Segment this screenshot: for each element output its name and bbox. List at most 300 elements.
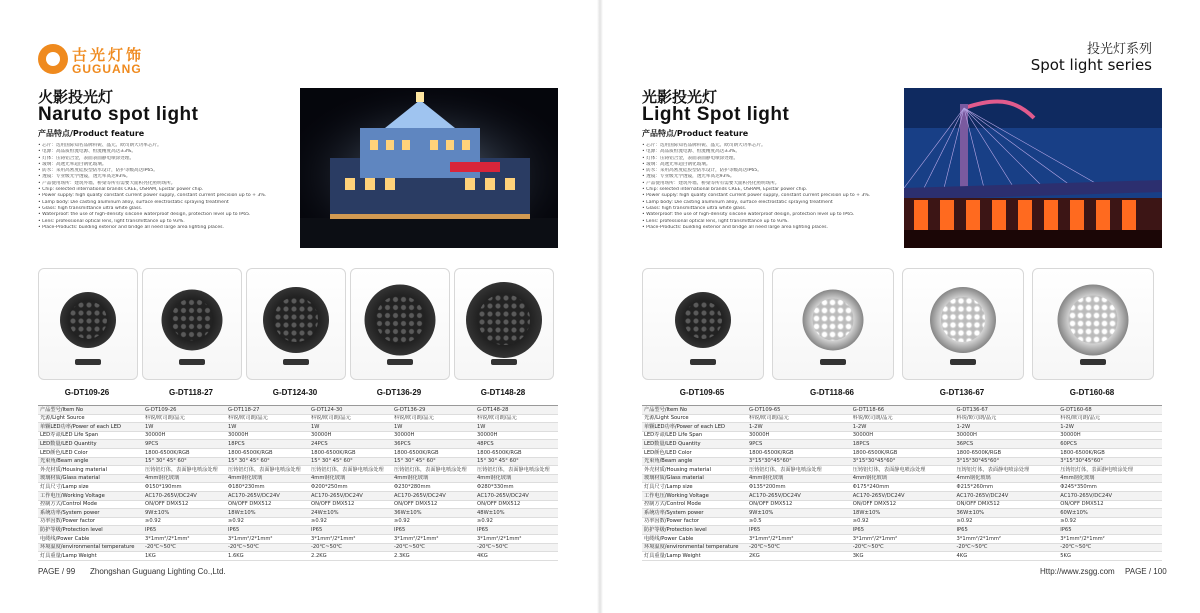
feature-item: • 芯片：选用国际知名品牌科锐、晶元、欧司朗大功率芯片。 xyxy=(642,143,766,148)
spotlight-image xyxy=(263,287,329,353)
spec-label: 玻璃材质/Glass material xyxy=(642,474,747,483)
spec-value: IP65 xyxy=(226,526,309,535)
spec-value: 2.2KG xyxy=(309,552,392,561)
spec-value: 科锐/欧司朗/晶元 xyxy=(955,414,1059,423)
spec-value: 36W±10% xyxy=(392,509,475,518)
spec-value: 3*1mm²/2*1mm² xyxy=(309,534,392,543)
spec-value: 压铸铝灯体，表面静电喷涂处理 xyxy=(1058,466,1162,475)
spec-value: ≥0.92 xyxy=(309,517,392,526)
spec-label: 玻璃材质/Glass material xyxy=(38,474,143,483)
page-number: PAGE / 99 xyxy=(38,567,76,576)
spec-label: LED颜色/LED Color xyxy=(642,448,747,457)
spec-label: 单颗LED功率/Power of each LED xyxy=(38,423,143,432)
spec-row xyxy=(38,543,558,552)
spec-row xyxy=(642,457,1162,466)
spec-value: ON/OFF DMX512 xyxy=(143,500,226,509)
spec-value: ≥0.92 xyxy=(1058,517,1162,526)
product-photo-card xyxy=(350,268,450,380)
spec-value: 1.6KG xyxy=(226,552,309,561)
spec-row xyxy=(38,414,558,423)
spec-row xyxy=(38,457,558,466)
spec-value: G-DT148-28 xyxy=(475,406,558,415)
model-label: G-DT109-65 xyxy=(679,388,725,397)
website-url: Http://www.zsgg.com xyxy=(1040,567,1115,576)
spec-value: G-DT160-68 xyxy=(1058,406,1162,415)
spec-value: 30000H xyxy=(143,431,226,440)
spec-label: 功率因数/Power factor xyxy=(38,517,143,526)
spec-value: ≥0.92 xyxy=(392,517,475,526)
spec-row xyxy=(38,534,558,543)
spec-value: 1W xyxy=(392,423,475,432)
spec-value: 36W±10% xyxy=(955,509,1059,518)
spec-value: 1800-6500K/RGB xyxy=(1058,448,1162,457)
spec-value: IP65 xyxy=(955,526,1059,535)
spec-label: 光源/Light Source xyxy=(38,414,143,423)
spec-value: Φ280*330mm xyxy=(475,483,558,492)
spec-label: 防护等级/Protection level xyxy=(38,526,143,535)
spotlight-image xyxy=(930,287,996,353)
night-building-illustration xyxy=(300,88,558,248)
product-photo-card xyxy=(38,268,138,380)
mounting-bracket-icon xyxy=(690,359,716,365)
spec-label: 光束角/Beam angle xyxy=(642,457,747,466)
spec-value: 60W±10% xyxy=(1058,509,1162,518)
spec-row xyxy=(642,406,1162,415)
model-label: G-DT124-30 xyxy=(272,388,318,397)
spec-value: Φ245*350mm xyxy=(1058,483,1162,492)
spec-value: 压铸铝灯体，表面静电喷涂处理 xyxy=(309,466,392,475)
spec-value: ON/OFF DMX512 xyxy=(309,500,392,509)
led-array-icon xyxy=(376,295,424,343)
spec-value: G-DT118-66 xyxy=(851,406,955,415)
mounting-bracket-icon xyxy=(387,359,413,365)
spec-label: 光束角/Beam angle xyxy=(38,457,143,466)
feature-title: 产品特点/Product feature xyxy=(38,129,145,138)
spec-value: ≥0.92 xyxy=(143,517,226,526)
spec-row xyxy=(38,500,558,509)
spec-value: 压铸铝灯体，表面静电喷涂处理 xyxy=(143,466,226,475)
spec-value: 4KG xyxy=(955,552,1059,561)
spec-value: 15° 30° 45° 60° xyxy=(475,457,558,466)
spec-value: 压铸铝灯体，表面静电喷涂处理 xyxy=(475,466,558,475)
night-building-photo xyxy=(300,88,558,248)
spec-value: 1800-6500K/RGB xyxy=(392,448,475,457)
spec-value: ≥0.92 xyxy=(851,517,955,526)
spec-value: Φ230*280mm xyxy=(392,483,475,492)
feature-item: • 产品使用场所：建筑外墙、桥梁等所有需要大面积亮化照明场所。 xyxy=(642,180,780,186)
spec-value: 3*1mm²/2*1mm² xyxy=(475,534,558,543)
model-label: G-DT148-28 xyxy=(480,388,526,397)
spec-value: 3*1mm²/2*1mm² xyxy=(747,534,851,543)
spec-value: ≥0.92 xyxy=(955,517,1059,526)
spec-value: 4mm钢化玻璃 xyxy=(475,474,558,483)
spec-row xyxy=(38,431,558,440)
spec-value: AC170-265V/DC24V xyxy=(1058,491,1162,500)
spec-label: 外壳材质/Housing material xyxy=(642,466,747,475)
spec-value: 1800-6500K/RGB xyxy=(226,448,309,457)
spec-value: 1-2W xyxy=(747,423,851,432)
mounting-bracket-icon xyxy=(491,359,517,365)
feature-list xyxy=(38,143,300,231)
feature-title: 产品特点/Product feature xyxy=(642,129,749,138)
spec-value: -20℃~50℃ xyxy=(747,543,851,552)
feature-list xyxy=(642,143,904,231)
spec-value: IP65 xyxy=(309,526,392,535)
spec-value: 1800-6500K/RGB xyxy=(143,448,226,457)
spec-row xyxy=(642,466,1162,475)
spec-value: 压铸铝灯体，表面静电喷涂处理 xyxy=(955,466,1059,475)
spec-value: G-DT109-26 xyxy=(143,406,226,415)
spec-value: 30000H xyxy=(392,431,475,440)
spec-value: ON/OFF DMX512 xyxy=(475,500,558,509)
spec-value: G-DT136-29 xyxy=(392,406,475,415)
spotlight-image xyxy=(162,289,223,350)
spec-value: 3KG xyxy=(851,552,955,561)
logo-ring-icon xyxy=(38,44,68,74)
spec-value: 4mm钢化玻璃 xyxy=(1058,474,1162,483)
spec-value: AC170-265V/DC24V xyxy=(143,491,226,500)
mounting-bracket-icon xyxy=(179,359,205,365)
spec-value: 3*1mm²/2*1mm² xyxy=(143,534,226,543)
spec-row xyxy=(642,483,1162,492)
spotlight-image xyxy=(466,282,542,358)
spec-value: G-DT118-27 xyxy=(226,406,309,415)
spec-value: 9W±10% xyxy=(143,509,226,518)
brand-logo xyxy=(38,44,158,78)
spec-label: LED寿命/LED Life Span xyxy=(642,431,747,440)
spec-row xyxy=(38,406,558,415)
feature-item: • Place-Products: building exterior and bridge all need large area lighting places. xyxy=(642,224,828,230)
spec-value: 3*1mm²/2*1mm² xyxy=(1058,534,1162,543)
led-array-icon xyxy=(941,297,986,342)
spec-value: ON/OFF DMX512 xyxy=(955,500,1059,509)
mounting-bracket-icon xyxy=(1080,359,1106,365)
spec-value: -20℃~50℃ xyxy=(1058,543,1162,552)
spec-value: 4KG xyxy=(475,552,558,561)
spec-value: 1-2W xyxy=(1058,423,1162,432)
spec-value: ≥0.92 xyxy=(475,517,558,526)
spec-label: 产品型号/Item No xyxy=(38,406,143,415)
spec-value: 科锐/欧司朗/晶元 xyxy=(1058,414,1162,423)
spec-value: 9PCS xyxy=(747,440,851,449)
spec-value: 科锐/欧司朗/晶元 xyxy=(392,414,475,423)
spec-value: 1800-6500K/RGB xyxy=(475,448,558,457)
feature-item: • Lens: professional optical lens, light transmittance up to 93%. xyxy=(38,218,185,224)
feature-item: • Chip: selected international brands CREE, OSRAM, Epistar power chip. xyxy=(642,187,808,193)
spec-value: 1W xyxy=(226,423,309,432)
product-title-cn: 光影投光灯 xyxy=(642,88,718,106)
spec-label: 外壳材质/Housing material xyxy=(38,466,143,475)
feature-item: • Glass: high transmittance ultra white glass. xyxy=(38,205,143,211)
spec-label: 系统功率/System power xyxy=(38,509,143,518)
feature-item: • 电源：高品质恒流电源、恒流精度高达±3%。 xyxy=(38,149,136,155)
spec-value: AC170-265V/DC24V xyxy=(475,491,558,500)
feature-item: • Chip: selected international brands CREE, OSRAM, Epistar power chip. xyxy=(38,187,204,193)
spec-row xyxy=(38,552,558,561)
mounting-bracket-icon xyxy=(75,359,101,365)
spec-value: AC170-265V/DC24V xyxy=(747,491,851,500)
spec-row xyxy=(38,466,558,475)
spec-value: G-DT124-30 xyxy=(309,406,392,415)
spec-row xyxy=(38,483,558,492)
spec-value: 1-2W xyxy=(955,423,1059,432)
spec-value: G-DT109-65 xyxy=(747,406,851,415)
spec-value: 3*1mm²/2*1mm² xyxy=(851,534,955,543)
spec-label: 电缆线/Power Cable xyxy=(38,534,143,543)
spec-value: 1-2W xyxy=(851,423,955,432)
product-title-cn: 火影投光灯 xyxy=(38,88,114,106)
feature-item: • Waterproof: the use of high-density silicone waterproof design, protection level up to IP65. xyxy=(38,212,251,218)
series-title-en: Spot light series xyxy=(1030,56,1152,74)
feature-item: • 芯片：选用国际知名品牌科锐、晶元、欧司朗大功率芯片。 xyxy=(38,143,162,148)
spec-label: 工作电压/Working Voltage xyxy=(38,491,143,500)
spec-label: 光源/Light Source xyxy=(642,414,747,423)
spec-value: 科锐/欧司朗/晶元 xyxy=(475,414,558,423)
spec-value: Φ180*230mm xyxy=(226,483,309,492)
spec-label: 产品型号/Item No xyxy=(642,406,747,415)
spec-value: 30000H xyxy=(309,431,392,440)
spec-value: 1800-6500K/RGB xyxy=(309,448,392,457)
spec-value: 3°15°30°45°60° xyxy=(747,457,851,466)
mounting-bracket-icon xyxy=(820,359,846,365)
spec-value: 2KG xyxy=(747,552,851,561)
spec-value: 5KG xyxy=(1058,552,1162,561)
spec-value: 科锐/欧司朗/晶元 xyxy=(143,414,226,423)
feature-item: • Power supply: high quality constant current power supply, constant current precision up to + 3%. xyxy=(642,193,871,199)
feature-item: • 玻璃：高透光率超白钢化玻璃。 xyxy=(38,161,107,167)
feature-item: • 防水：采用高密度硅胶型防水设计，防护等级高达IP65。 xyxy=(642,168,762,174)
spec-value: 1800-6500K/RGB xyxy=(851,448,955,457)
product-photo-card xyxy=(642,268,764,380)
spec-value: 48W±10% xyxy=(475,509,558,518)
spec-value: 30000H xyxy=(955,431,1059,440)
spec-value: 15° 30° 45° 60° xyxy=(226,457,309,466)
spec-value: 15° 30° 45° 60° xyxy=(309,457,392,466)
spotlight-image xyxy=(1058,284,1129,355)
product-photo-card xyxy=(246,268,346,380)
spec-label: 灯具尺寸/Lamp size xyxy=(38,483,143,492)
spec-value: 18PCS xyxy=(851,440,955,449)
spec-value: 压铸铝灯体，表面静电喷涂处理 xyxy=(392,466,475,475)
mounting-bracket-icon xyxy=(283,359,309,365)
spec-value: 30000H xyxy=(747,431,851,440)
spec-value: 3*1mm²/2*1mm² xyxy=(392,534,475,543)
company-name: Zhongshan Guguang Lighting Co.,Ltd. xyxy=(90,567,226,576)
model-label: G-DT136-67 xyxy=(939,388,985,397)
feature-item: • 灯体：压铸铝合金，表面表面静电喷涂处理。 xyxy=(38,155,135,161)
spec-label: 环境温度/environmental temperature xyxy=(642,543,747,552)
spec-value: 18W±10% xyxy=(226,509,309,518)
feature-item: • 透镜：专业级光学透镜，透光率高达93%。 xyxy=(642,174,735,180)
spec-value: Φ200*250mm xyxy=(309,483,392,492)
spec-label: 灯具尺寸/Lamp size xyxy=(642,483,747,492)
spec-value: -20℃~50℃ xyxy=(143,543,226,552)
spec-value: 60PCS xyxy=(1058,440,1162,449)
spec-row xyxy=(642,500,1162,509)
spec-value: 3°15°30°45°60° xyxy=(851,457,955,466)
spec-row xyxy=(642,526,1162,535)
spec-row xyxy=(38,509,558,518)
spec-label: 系统功率/System power xyxy=(642,509,747,518)
feature-item: • 灯体：压铸铝合金，表面表面静电喷涂处理。 xyxy=(642,155,739,161)
product-photo-card xyxy=(1032,268,1154,380)
spec-value: 1KG xyxy=(143,552,226,561)
spec-value: 9PCS xyxy=(143,440,226,449)
spec-value: IP65 xyxy=(143,526,226,535)
spec-value: Φ135*200mm xyxy=(747,483,851,492)
right-page xyxy=(600,0,1200,613)
spec-value: 4mm钢化玻璃 xyxy=(747,474,851,483)
spec-value: 30000H xyxy=(851,431,955,440)
spec-row xyxy=(38,517,558,526)
spec-label: 单颗LED功率/Power of each LED xyxy=(642,423,747,432)
spotlight-image xyxy=(803,289,864,350)
spec-row xyxy=(642,440,1162,449)
led-array-icon xyxy=(274,297,319,342)
spec-row xyxy=(38,491,558,500)
spec-value: AC170-265V/DC24V xyxy=(226,491,309,500)
feature-item: • Glass: high transmittance ultra white glass. xyxy=(642,205,747,211)
spec-value: 9W±10% xyxy=(747,509,851,518)
bridge-photo xyxy=(904,88,1162,248)
spec-value: IP65 xyxy=(392,526,475,535)
spec-label: LED数量/LED Quantity xyxy=(642,440,747,449)
bridge-illustration xyxy=(904,88,1162,248)
model-label: G-DT160-68 xyxy=(1069,388,1115,397)
feature-item: • Power supply: high quality constant current power supply, constant current precision up to + 3%. xyxy=(38,193,267,199)
spec-value: -20℃~50℃ xyxy=(226,543,309,552)
model-label: G-DT136-29 xyxy=(376,388,422,397)
spec-label: 防护等级/Protection level xyxy=(642,526,747,535)
spec-value: ≥0.5 xyxy=(747,517,851,526)
spec-row xyxy=(38,448,558,457)
spec-value: IP65 xyxy=(747,526,851,535)
spec-value: Φ175*240mm xyxy=(851,483,955,492)
product-photo-card xyxy=(772,268,894,380)
spec-value: -20℃~50℃ xyxy=(475,543,558,552)
spec-value: 18W±10% xyxy=(851,509,955,518)
product-title-en: Naruto spot light xyxy=(38,104,199,125)
product-photo-card xyxy=(902,268,1024,380)
spec-value: 4mm钢化玻璃 xyxy=(226,474,309,483)
spec-label: 控制方式/Control Mode xyxy=(642,500,747,509)
spotlight-image xyxy=(365,284,436,355)
spec-row xyxy=(38,440,558,449)
brand-name-en: GUGUANG xyxy=(72,62,142,76)
product-photo-card xyxy=(454,268,554,380)
spotlight-image xyxy=(675,292,731,348)
spec-value: 压铸铝灯体，表面静电喷涂处理 xyxy=(226,466,309,475)
spec-row xyxy=(642,534,1162,543)
feature-item: • Waterproof: the use of high-density silicone waterproof design, protection level up to IP65. xyxy=(642,212,855,218)
spec-label: 灯具重量/Lamp Weight xyxy=(38,552,143,561)
spec-value: 15° 30° 45° 60° xyxy=(392,457,475,466)
spec-value: 科锐/欧司朗/晶元 xyxy=(851,414,955,423)
feature-item: • 防水：采用高密度硅胶型防水设计，防护等级高达IP65。 xyxy=(38,168,158,174)
feature-item: • 产品使用场所：建筑外墙、桥梁等所有需要大面积亮化照明场所。 xyxy=(38,180,176,186)
spotlight-image xyxy=(60,292,116,348)
spec-value: AC170-265V/DC24V xyxy=(309,491,392,500)
spec-value: AC170-265V/DC24V xyxy=(392,491,475,500)
spec-label: 控制方式/Control Mode xyxy=(38,500,143,509)
spec-value: -20℃~50℃ xyxy=(851,543,955,552)
spec-value: IP65 xyxy=(1058,526,1162,535)
spec-value: 36PCS xyxy=(392,440,475,449)
spec-table xyxy=(38,405,558,561)
led-array-icon xyxy=(69,301,107,339)
spec-value: 18PCS xyxy=(226,440,309,449)
spec-value: ON/OFF DMX512 xyxy=(747,500,851,509)
spec-label: 环境温度/environmental temperature xyxy=(38,543,143,552)
spec-value: 4mm钢化玻璃 xyxy=(309,474,392,483)
feature-item: • Lamp body: Die casting aluminum alloy, surface electrostatic spraying treatment xyxy=(642,199,833,205)
led-array-icon xyxy=(478,294,530,346)
spec-value: 压铸铝灯体，表面静电喷涂处理 xyxy=(747,466,851,475)
spec-value: 4mm钢化玻璃 xyxy=(851,474,955,483)
spec-value: 30000H xyxy=(226,431,309,440)
spec-value: Φ215*260mm xyxy=(955,483,1059,492)
spec-row xyxy=(38,526,558,535)
spec-row xyxy=(642,509,1162,518)
spec-value: 4mm钢化玻璃 xyxy=(392,474,475,483)
spec-row xyxy=(642,543,1162,552)
spec-value: 科锐/欧司朗/晶元 xyxy=(309,414,392,423)
spec-value: 15° 30° 45° 60° xyxy=(143,457,226,466)
led-array-icon xyxy=(684,301,722,339)
spec-value: ON/OFF DMX512 xyxy=(851,500,955,509)
spec-value: 1W xyxy=(309,423,392,432)
model-label: G-DT118-66 xyxy=(809,388,855,397)
spec-value: 24PCS xyxy=(309,440,392,449)
spec-value: 1800-6500K/RGB xyxy=(955,448,1059,457)
spec-value: ON/OFF DMX512 xyxy=(1058,500,1162,509)
spec-row xyxy=(642,491,1162,500)
spec-value: 科锐/欧司朗/晶元 xyxy=(747,414,851,423)
spec-value: 3°15°30°45°60° xyxy=(955,457,1059,466)
spec-value: ≥0.92 xyxy=(226,517,309,526)
spec-value: Φ150*190mm xyxy=(143,483,226,492)
spec-row xyxy=(642,552,1162,561)
feature-item: • 玻璃：高透光率超白钢化玻璃。 xyxy=(642,161,711,167)
spec-label: 电缆线/Power Cable xyxy=(642,534,747,543)
brand-name-cn: 古光灯饰 xyxy=(72,46,145,64)
spec-row xyxy=(642,474,1162,483)
spec-row xyxy=(642,431,1162,440)
product-title-en: Light Spot light xyxy=(642,104,790,125)
spec-value: ON/OFF DMX512 xyxy=(226,500,309,509)
spec-value: 36PCS xyxy=(955,440,1059,449)
spec-value: 48PCS xyxy=(475,440,558,449)
feature-item: • Lens: professional optical lens, light transmittance up to 93%. xyxy=(642,218,789,224)
spec-value: 1800-6500K/RGB xyxy=(747,448,851,457)
spec-value: IP65 xyxy=(475,526,558,535)
feature-item: • Place-Products: building exterior and bridge all need large area lighting places. xyxy=(38,224,224,230)
spec-label: 灯具重量/Lamp Weight xyxy=(642,552,747,561)
spec-value: 1W xyxy=(475,423,558,432)
model-label: G-DT118-27 xyxy=(168,388,214,397)
spec-label: LED数量/LED Quantity xyxy=(38,440,143,449)
page-number: PAGE / 100 xyxy=(1125,567,1167,576)
spec-value: G-DT136-67 xyxy=(955,406,1059,415)
spec-row xyxy=(642,448,1162,457)
spec-value: 3*1mm²/2*1mm² xyxy=(955,534,1059,543)
spec-label: LED寿命/LED Life Span xyxy=(38,431,143,440)
spec-value: 3*1mm²/2*1mm² xyxy=(226,534,309,543)
spec-label: 功率因数/Power factor xyxy=(642,517,747,526)
spec-row xyxy=(642,414,1162,423)
model-label: G-DT109-26 xyxy=(64,388,110,397)
spec-value: 科锐/欧司朗/晶元 xyxy=(226,414,309,423)
